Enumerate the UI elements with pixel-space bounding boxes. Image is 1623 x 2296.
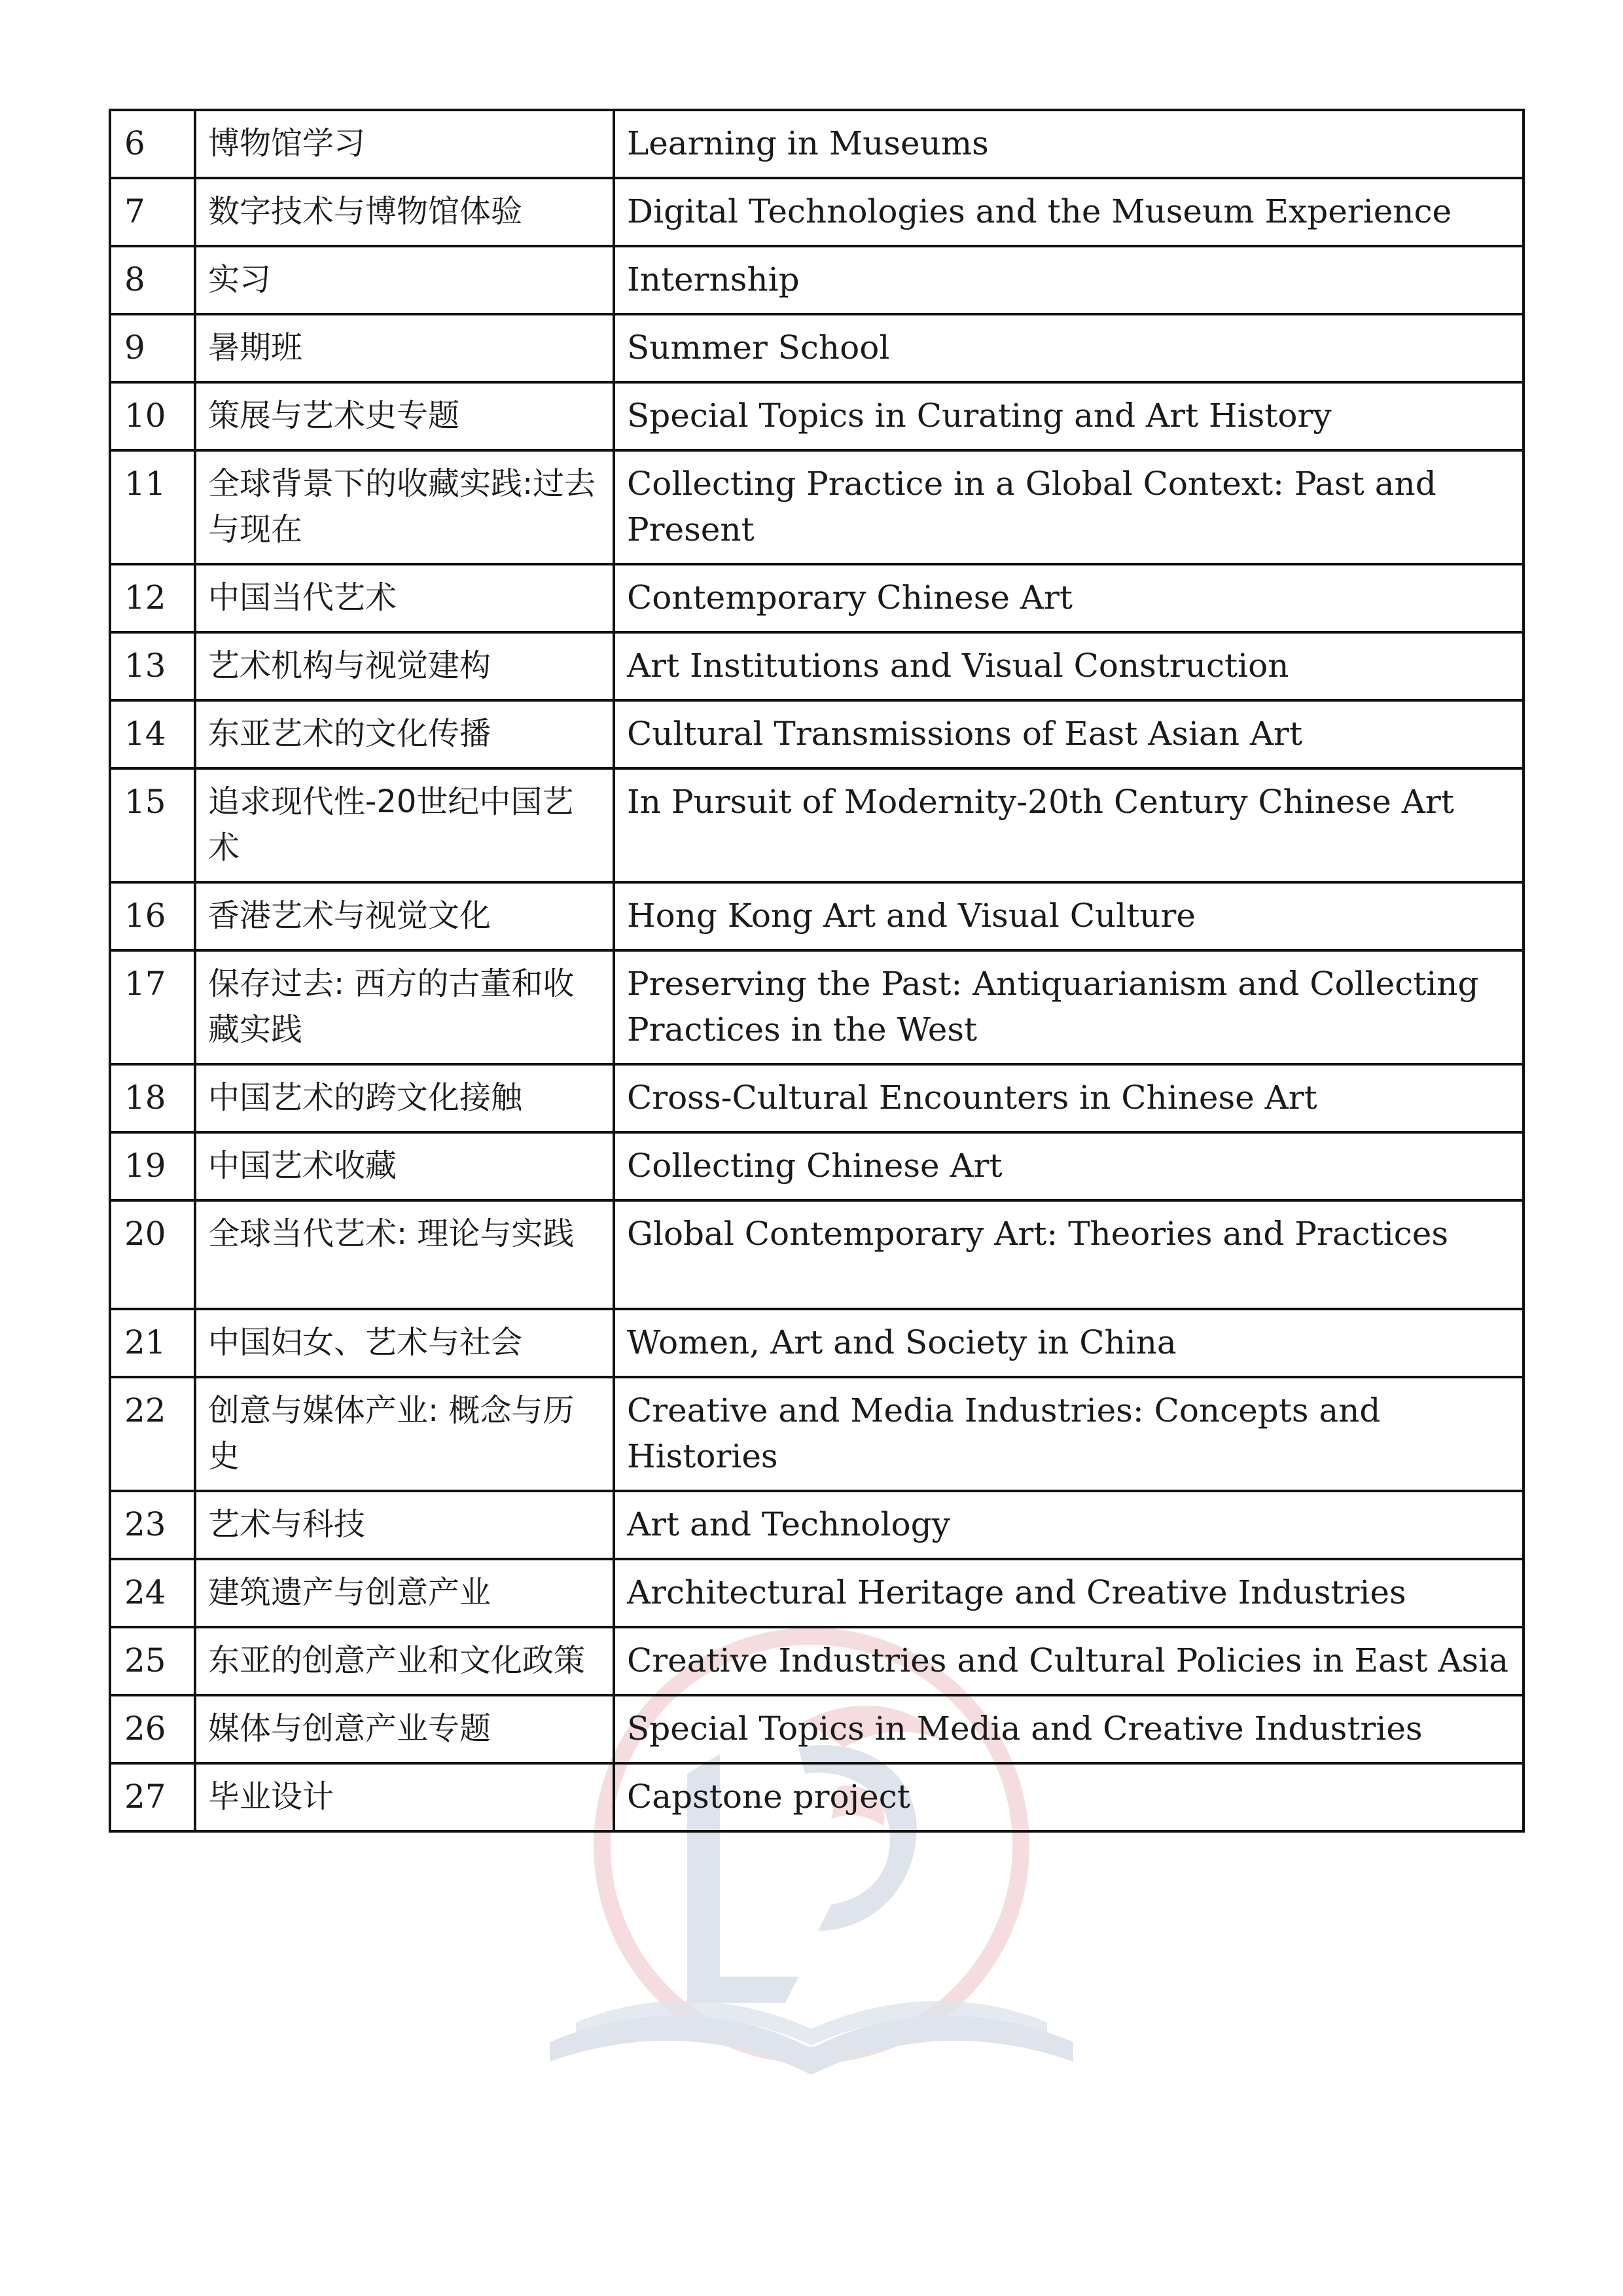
course-name-english-cell: Cross-Cultural Encounters in Chinese Art bbox=[614, 1064, 1524, 1132]
course-name-english-cell: Learning in Museums bbox=[614, 110, 1524, 178]
course-name-chinese-cell: 中国妇女、艺术与社会 bbox=[195, 1309, 614, 1377]
course-name-english-cell: Digital Technologies and the Museum Experience bbox=[614, 178, 1524, 246]
course-name-chinese-cell: 东亚艺术的文化传播 bbox=[195, 700, 614, 768]
table-row bbox=[110, 700, 1524, 768]
course-name-english-cell: Contemporary Chinese Art bbox=[614, 564, 1524, 632]
course-name-chinese-cell: 策展与艺术史专题 bbox=[195, 382, 614, 450]
course-name-chinese-cell: 媒体与创意产业专题 bbox=[195, 1695, 614, 1763]
table-row bbox=[110, 314, 1524, 382]
course-name-chinese-cell: 创意与媒体产业: 概念与历史 bbox=[195, 1377, 614, 1491]
course-number-cell: 7 bbox=[110, 178, 195, 246]
course-name-chinese-cell: 保存过去: 西方的古董和收藏实践 bbox=[195, 950, 614, 1064]
course-name-english-cell: Art and Technology bbox=[614, 1491, 1524, 1559]
course-name-chinese-cell: 中国当代艺术 bbox=[195, 564, 614, 632]
course-number-cell: 20 bbox=[110, 1200, 195, 1309]
course-name-chinese-cell: 东亚的创意产业和文化政策 bbox=[195, 1627, 614, 1695]
table-row bbox=[110, 382, 1524, 450]
course-name-english-cell: Creative and Media Industries: Concepts and Histories bbox=[614, 1377, 1524, 1491]
course-name-chinese-cell: 艺术与科技 bbox=[195, 1491, 614, 1559]
course-name-english-cell: Art Institutions and Visual Construction bbox=[614, 632, 1524, 700]
course-name-chinese-cell: 建筑遗产与创意产业 bbox=[195, 1559, 614, 1627]
table-row bbox=[110, 1695, 1524, 1763]
course-name-chinese-cell: 香港艺术与视觉文化 bbox=[195, 882, 614, 950]
course-name-english-cell: Collecting Chinese Art bbox=[614, 1132, 1524, 1200]
table-row bbox=[110, 178, 1524, 246]
course-name-english-cell: Special Topics in Curating and Art History bbox=[614, 382, 1524, 450]
course-name-chinese-cell: 全球当代艺术: 理论与实践 bbox=[195, 1200, 614, 1309]
course-number-cell: 18 bbox=[110, 1064, 195, 1132]
course-name-english-cell: Cultural Transmissions of East Asian Art bbox=[614, 700, 1524, 768]
course-number-cell: 15 bbox=[110, 768, 195, 882]
course-name-english-cell: Collecting Practice in a Global Context: Past and Present bbox=[614, 450, 1524, 564]
table-row bbox=[110, 950, 1524, 1064]
table-row bbox=[110, 110, 1524, 178]
course-name-english-cell: Capstone project bbox=[614, 1763, 1524, 1831]
course-name-english-cell: In Pursuit of Modernity-20th Century Chinese Art bbox=[614, 768, 1524, 882]
course-name-english-cell: Summer School bbox=[614, 314, 1524, 382]
course-name-english-cell: Hong Kong Art and Visual Culture bbox=[614, 882, 1524, 950]
table-row bbox=[110, 1559, 1524, 1627]
course-number-cell: 12 bbox=[110, 564, 195, 632]
course-name-chinese-cell: 中国艺术的跨文化接触 bbox=[195, 1064, 614, 1132]
course-number-cell: 24 bbox=[110, 1559, 195, 1627]
course-number-cell: 6 bbox=[110, 110, 195, 178]
course-table bbox=[109, 109, 1525, 1833]
course-name-english-cell: Preserving the Past: Antiquarianism and Collecting Practices in the West bbox=[614, 950, 1524, 1064]
course-number-cell: 21 bbox=[110, 1309, 195, 1377]
table-row bbox=[110, 1200, 1524, 1309]
course-number-cell: 11 bbox=[110, 450, 195, 564]
course-name-english-cell: Creative Industries and Cultural Policies in East Asia bbox=[614, 1627, 1524, 1695]
table-row bbox=[110, 1627, 1524, 1695]
course-name-chinese-cell: 博物馆学习 bbox=[195, 110, 614, 178]
course-number-cell: 8 bbox=[110, 246, 195, 314]
table-row bbox=[110, 1763, 1524, 1831]
course-name-chinese-cell: 暑期班 bbox=[195, 314, 614, 382]
course-number-cell: 25 bbox=[110, 1627, 195, 1695]
course-name-chinese-cell: 实习 bbox=[195, 246, 614, 314]
table-row bbox=[110, 1377, 1524, 1491]
table-row bbox=[110, 564, 1524, 632]
course-name-chinese-cell: 毕业设计 bbox=[195, 1763, 614, 1831]
table-row bbox=[110, 882, 1524, 950]
course-name-english-cell: Architectural Heritage and Creative Industries bbox=[614, 1559, 1524, 1627]
course-number-cell: 10 bbox=[110, 382, 195, 450]
table-row bbox=[110, 1064, 1524, 1132]
course-number-cell: 17 bbox=[110, 950, 195, 1064]
course-number-cell: 26 bbox=[110, 1695, 195, 1763]
course-number-cell: 19 bbox=[110, 1132, 195, 1200]
course-number-cell: 9 bbox=[110, 314, 195, 382]
course-number-cell: 23 bbox=[110, 1491, 195, 1559]
course-table-body bbox=[110, 110, 1524, 1831]
table-row bbox=[110, 632, 1524, 700]
table-row bbox=[110, 450, 1524, 564]
course-name-chinese-cell: 全球背景下的收藏实践:过去与现在 bbox=[195, 450, 614, 564]
course-name-chinese-cell: 中国艺术收藏 bbox=[195, 1132, 614, 1200]
course-name-chinese-cell: 数字技术与博物馆体验 bbox=[195, 178, 614, 246]
course-name-english-cell: Internship bbox=[614, 246, 1524, 314]
table-row bbox=[110, 1309, 1524, 1377]
table-row bbox=[110, 1491, 1524, 1559]
table-row bbox=[110, 1132, 1524, 1200]
course-number-cell: 14 bbox=[110, 700, 195, 768]
table-row bbox=[110, 246, 1524, 314]
course-name-chinese-cell: 追求现代性-20世纪中国艺术 bbox=[195, 768, 614, 882]
course-number-cell: 27 bbox=[110, 1763, 195, 1831]
course-number-cell: 22 bbox=[110, 1377, 195, 1491]
course-name-english-cell: Global Contemporary Art: Theories and Practices bbox=[614, 1200, 1524, 1309]
table-row bbox=[110, 768, 1524, 882]
course-number-cell: 13 bbox=[110, 632, 195, 700]
course-number-cell: 16 bbox=[110, 882, 195, 950]
course-name-english-cell: Special Topics in Media and Creative Industries bbox=[614, 1695, 1524, 1763]
course-name-english-cell: Women, Art and Society in China bbox=[614, 1309, 1524, 1377]
course-name-chinese-cell: 艺术机构与视觉建构 bbox=[195, 632, 614, 700]
